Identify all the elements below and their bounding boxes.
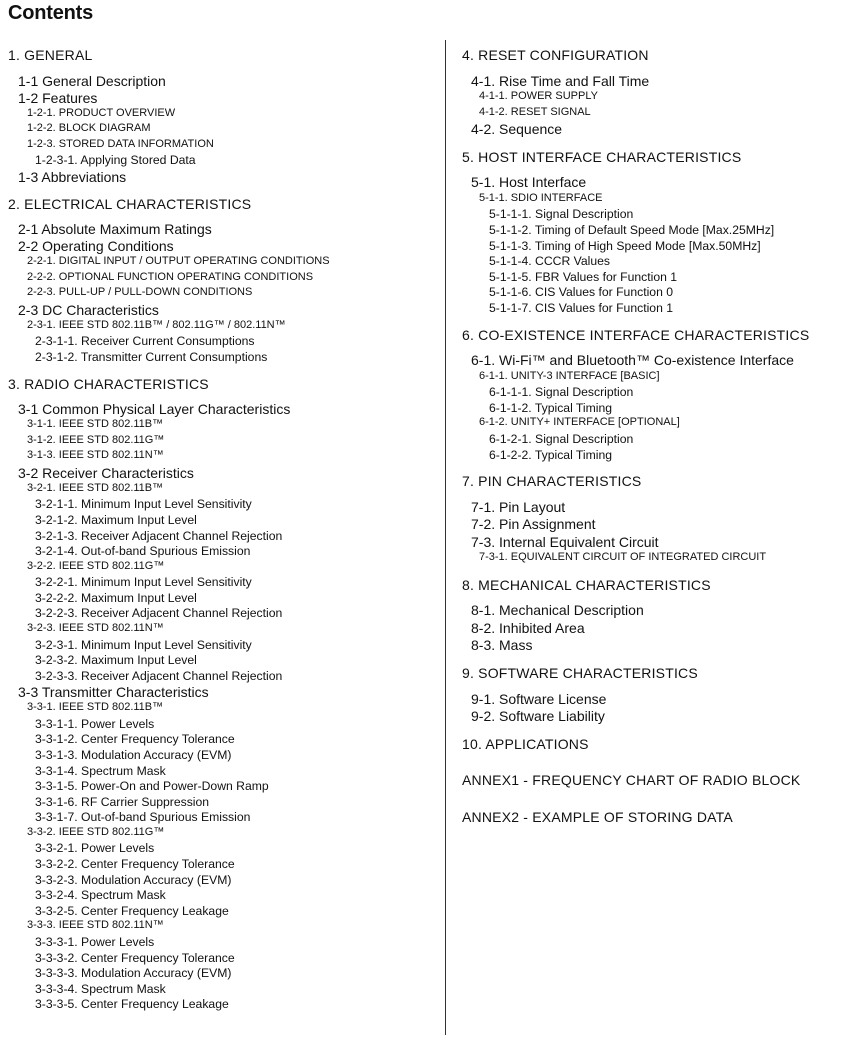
toc-subsection[interactable]: 3-3-1. IEEE STD 802.11B™	[27, 701, 164, 714]
toc-subsubsection[interactable]: 3-3-1-2. Center Frequency Tolerance	[35, 732, 235, 747]
toc-subsection[interactable]: 2-2-1. DIGITAL INPUT / OUTPUT OPERATING CONDITIONS	[27, 255, 330, 268]
toc-section[interactable]: 7-1. Pin Layout	[471, 498, 566, 515]
toc-subsubsection[interactable]: 3-3-1-7. Out-of-band Spurious Emission	[35, 810, 251, 825]
toc-subsubsection[interactable]: 5-1-1-6. CIS Values for Function 0	[489, 285, 674, 300]
toc-subsubsection[interactable]: 3-3-2-5. Center Frequency Leakage	[35, 903, 229, 918]
toc-subsection[interactable]: 3-2-3. IEEE STD 802.11N™	[27, 622, 164, 634]
toc-subsubsection[interactable]: 3-3-1-1. Power Levels	[35, 716, 155, 731]
toc-section[interactable]: 1-1 General Description	[18, 72, 166, 89]
toc-subsection[interactable]: 6-1-1. UNITY-3 INTERFACE [BASIC]	[479, 369, 660, 382]
toc-subsubsection[interactable]: 3-2-2-3. Receiver Adjacent Channel Rejection	[35, 606, 283, 621]
toc-subsection[interactable]: 4-1-2. RESET SIGNAL	[479, 105, 591, 118]
toc-subsection[interactable]: 3-2-1. IEEE STD 802.11B™	[27, 481, 164, 494]
toc-section[interactable]: 2-1 Absolute Maximum Ratings	[18, 221, 212, 238]
toc-subsubsection[interactable]: 3-2-3-1. Minimum Input Level Sensitivity	[35, 637, 252, 652]
toc-section[interactable]: 7-2. Pin Assignment	[471, 516, 596, 533]
toc-subsection[interactable]: 3-3-2. IEEE STD 802.11G™	[27, 825, 165, 838]
toc-section[interactable]: 8-1. Mechanical Description	[471, 602, 644, 619]
toc-section[interactable]: 4-2. Sequence	[471, 121, 563, 138]
toc-subsubsection[interactable]: 3-2-1-2. Maximum Input Level	[35, 512, 197, 527]
toc-left-column	[8, 48, 440, 1014]
toc-chapter[interactable]: 2. ELECTRICAL CHARACTERISTICS	[8, 195, 252, 212]
toc-subsubsection[interactable]: 6-1-1-2. Typical Timing	[489, 400, 613, 415]
toc-subsubsection[interactable]: 5-1-1-5. FBR Values for Function 1	[489, 269, 678, 284]
toc-chapter[interactable]: 3. RADIO CHARACTERISTICS	[8, 375, 209, 392]
toc-subsubsection[interactable]: 3-3-1-3. Modulation Accuracy (EVM)	[35, 747, 232, 762]
toc-subsubsection[interactable]: 5-1-1-1. Signal Description	[489, 207, 634, 222]
toc-subsection[interactable]: 5-1-1. SDIO INTERFACE	[479, 191, 603, 204]
toc-section[interactable]: 7-3. Internal Equivalent Circuit	[471, 533, 659, 550]
toc-subsubsection[interactable]: 6-1-2-2. Typical Timing	[489, 447, 613, 462]
toc-section[interactable]: 3-1 Common Physical Layer Characteristics	[18, 401, 291, 418]
toc-subsubsection[interactable]: 5-1-1-4. CCCR Values	[489, 254, 611, 269]
toc-section[interactable]: 9-2. Software Liability	[471, 708, 605, 725]
toc-subsubsection[interactable]: 2-3-1-2. Transmitter Current Consumptions	[35, 350, 268, 365]
toc-subsubsection[interactable]: 3-2-1-3. Receiver Adjacent Channel Rejection	[35, 528, 283, 543]
toc-subsection[interactable]: 3-1-1. IEEE STD 802.11B™	[27, 418, 164, 431]
toc-subsubsection[interactable]: 5-1-1-2. Timing of Default Speed Mode [Max.25MHz]	[489, 222, 775, 237]
toc-subsubsection[interactable]: 5-1-1-3. Timing of High Speed Mode [Max.50MHz]	[489, 238, 761, 253]
toc-subsubsection[interactable]: 3-2-1-4. Out-of-band Spurious Emission	[35, 544, 251, 559]
toc-section[interactable]: 6-1. Wi-Fi™ and Bluetooth™ Co-existence Interface	[471, 352, 794, 369]
toc-section[interactable]: 1-2 Features	[18, 89, 98, 106]
toc-subsubsection[interactable]: 3-2-2-2. Maximum Input Level	[35, 590, 197, 605]
toc-subsubsection[interactable]: 3-3-2-1. Power Levels	[35, 841, 155, 856]
toc-chapter[interactable]: 6. CO-EXISTENCE INTERFACE CHARACTERISTICS	[462, 326, 810, 343]
toc-subsubsection[interactable]: 3-3-1-5. Power-On and Power-Down Ramp	[35, 779, 269, 794]
toc-subsection[interactable]: 7-3-1. EQUIVALENT CIRCUIT OF INTEGRATED CIRCUIT	[479, 551, 767, 564]
toc-right-column	[462, 48, 847, 836]
toc-subsubsection[interactable]: 3-2-1-1. Minimum Input Level Sensitivity	[35, 497, 252, 512]
toc-chapter[interactable]: ANNEX2 - EXAMPLE OF STORING DATA	[462, 809, 733, 826]
toc-subsubsection[interactable]: 6-1-2-1. Signal Description	[489, 431, 634, 446]
toc-subsubsection[interactable]: 1-2-3-1. Applying Stored Data	[35, 153, 196, 168]
toc-subsubsection[interactable]: 3-3-2-3. Modulation Accuracy (EVM)	[35, 872, 232, 887]
toc-chapter[interactable]: 9. SOFTWARE CHARACTERISTICS	[462, 664, 698, 681]
toc-section[interactable]: 8-3. Mass	[471, 637, 533, 654]
toc-chapter[interactable]: 10. APPLICATIONS	[462, 735, 589, 752]
toc-subsubsection[interactable]: 3-3-1-4. Spectrum Mask	[35, 763, 166, 778]
toc-subsubsection[interactable]: 3-2-2-1. Minimum Input Level Sensitivity	[35, 575, 252, 590]
toc-subsubsection[interactable]: 3-3-3-4. Spectrum Mask	[35, 981, 166, 996]
toc-subsection[interactable]: 3-2-2. IEEE STD 802.11G™	[27, 559, 165, 572]
toc-chapter[interactable]: 1. GENERAL	[8, 47, 93, 63]
toc-subsubsection[interactable]: 5-1-1-7. CIS Values for Function 1	[489, 300, 674, 315]
toc-subsubsection[interactable]: 3-3-3-5. Center Frequency Leakage	[35, 997, 229, 1012]
toc-subsection[interactable]: 1-2-2. BLOCK DIAGRAM	[27, 122, 151, 135]
page-title: Contents	[8, 2, 94, 24]
toc-subsubsection[interactable]: 3-3-3-3. Modulation Accuracy (EVM)	[35, 966, 232, 981]
toc-chapter[interactable]: 8. MECHANICAL CHARACTERISTICS	[462, 576, 711, 593]
toc-section[interactable]: 1-3 Abbreviations	[18, 168, 127, 185]
toc-subsubsection[interactable]: 3-3-1-6. RF Carrier Suppression	[35, 794, 210, 809]
toc-subsubsection[interactable]: 3-3-2-2. Center Frequency Tolerance	[35, 857, 235, 872]
toc-subsubsection[interactable]: 3-2-3-2. Maximum Input Level	[35, 653, 197, 668]
toc-chapter[interactable]: 5. HOST INTERFACE CHARACTERISTICS	[462, 148, 742, 165]
toc-subsubsection[interactable]: 3-2-3-3. Receiver Adjacent Channel Rejection	[35, 668, 283, 683]
toc-section[interactable]: 2-3 DC Characteristics	[18, 301, 159, 318]
toc-subsection[interactable]: 2-2-3. PULL-UP / PULL-DOWN CONDITIONS	[27, 286, 253, 299]
toc-subsection[interactable]: 3-3-3. IEEE STD 802.11N™	[27, 919, 164, 932]
toc-subsubsection[interactable]: 6-1-1-1. Signal Description	[489, 385, 634, 400]
toc-section[interactable]: 5-1. Host Interface	[471, 174, 587, 191]
toc-section[interactable]: 3-2 Receiver Characteristics	[18, 464, 194, 481]
toc-section[interactable]: 4-1. Rise Time and Fall Time	[471, 72, 650, 89]
toc-subsubsection[interactable]: 3-3-3-1. Power Levels	[35, 934, 155, 949]
toc-section[interactable]: 9-1. Software License	[471, 690, 607, 707]
toc-subsubsection[interactable]: 2-3-1-1. Receiver Current Consumptions	[35, 334, 255, 349]
toc-subsection[interactable]: 4-1-1. POWER SUPPLY	[479, 90, 598, 103]
toc-section[interactable]: 8-2. Inhibited Area	[471, 619, 585, 636]
toc-subsection[interactable]: 3-1-2. IEEE STD 802.11G™	[27, 433, 165, 446]
column-divider	[445, 40, 446, 1035]
toc-section[interactable]: 3-3 Transmitter Characteristics	[18, 684, 209, 701]
toc-subsection[interactable]: 6-1-2. UNITY+ INTERFACE [OPTIONAL]	[479, 416, 680, 429]
toc-subsection[interactable]: 3-1-3. IEEE STD 802.11N™	[27, 449, 164, 462]
toc-subsection[interactable]: 1-2-3. STORED DATA INFORMATION	[27, 137, 214, 150]
toc-subsubsection[interactable]: 3-3-3-2. Center Frequency Tolerance	[35, 950, 235, 965]
toc-subsection[interactable]: 2-2-2. OPTIONAL FUNCTION OPERATING CONDITIONS	[27, 270, 314, 283]
toc-section[interactable]: 2-2 Operating Conditions	[18, 238, 174, 255]
toc-subsection[interactable]: 1-2-1. PRODUCT OVERVIEW	[27, 106, 176, 119]
toc-chapter[interactable]: 7. PIN CHARACTERISTICS	[462, 473, 642, 490]
toc-chapter[interactable]: 4. RESET CONFIGURATION	[462, 47, 649, 63]
toc-subsubsection[interactable]: 3-3-2-4. Spectrum Mask	[35, 888, 166, 903]
toc-subsection[interactable]: 2-3-1. IEEE STD 802.11B™ / 802.11G™ / 802.11N™	[27, 318, 286, 331]
toc-chapter[interactable]: ANNEX1 - FREQUENCY CHART OF RADIO BLOCK	[462, 772, 801, 789]
